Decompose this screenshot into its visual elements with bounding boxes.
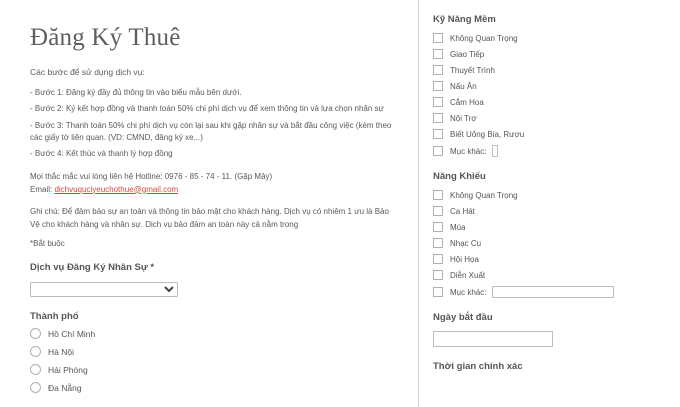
soft-skill-option-4[interactable] [433,97,658,107]
checkbox-icon[interactable] [433,33,443,43]
checkbox-icon[interactable] [433,113,443,123]
intro-text: Các bước để sử dụng dịch vụ: [30,67,145,77]
form-right-column [419,0,680,407]
hotline-text: Mọi thắc mắc vui lòng liên hệ Hotline: 0976 - 85 - 74 - 11. (Gặp Mây) [30,171,273,181]
soft-skill-label: Biết Uống Bia, Rượu [450,129,525,139]
checkbox-icon[interactable] [433,81,443,91]
talent-label: Nhạc Cụ [450,238,482,248]
email-line [30,184,396,197]
city-option-label: Hồ Chí Minh [48,328,96,339]
checkbox-icon[interactable] [433,146,443,156]
talent-other-label: Mục khác: [450,287,487,297]
city-label: Thành phố [30,311,79,323]
talent-label: Ca Hát [450,206,475,216]
checkbox-icon[interactable] [433,254,443,264]
checkbox-icon[interactable] [433,270,443,280]
city-option-label: Đa Nẵng [48,382,82,393]
soft-skill-other-input[interactable] [492,145,498,157]
city-option-haiphong[interactable] [30,364,396,375]
soft-skill-other-label: Mục khác: [450,146,487,156]
soft-skill-option-1[interactable] [433,49,658,59]
checkbox-icon[interactable] [433,238,443,248]
checkbox-icon[interactable] [433,97,443,107]
checkbox-icon[interactable] [433,206,443,216]
city-option-danang[interactable] [30,382,396,393]
start-date-label: Ngày bắt đầu [433,312,493,323]
required-note: *Bắt buộc [30,239,65,249]
checkbox-icon[interactable] [433,287,443,297]
exact-time-section [433,361,658,372]
soft-skill-label: Giao Tiếp [450,49,485,59]
city-radio-group [30,328,396,393]
talent-title: Năng Khiếu [433,171,486,182]
service-label-text: Dịch vụ Đăng Ký Nhân Sự [30,262,148,274]
soft-skill-option-3[interactable] [433,81,658,91]
service-field [30,262,396,297]
email-link[interactable]: dichvuquciyeuchothue@gmail.com [54,184,179,194]
talent-option-5[interactable] [433,270,658,280]
talent-other-input[interactable] [492,286,614,298]
talent-label: Diễn Xuất [450,270,486,280]
steps-list [30,87,396,161]
soft-skill-option-6[interactable] [433,129,658,139]
soft-skill-label: Nội Trợ [450,113,477,123]
talent-label: Múa [450,222,466,232]
soft-skill-label: Nấu Ăn [450,81,477,91]
soft-skill-option-0[interactable] [433,33,658,43]
radio-icon[interactable] [30,364,41,375]
city-option-label: Hà Nội [48,346,74,357]
contact-block [30,171,396,197]
step-item: - Bước 2: Ký kết hợp đồng và thanh toán 50% chi phí dịch vụ để xem thông tin và lựa chọn nhân sự [30,104,384,114]
checkbox-icon[interactable] [433,129,443,139]
page-title: Đăng Ký Thuê [30,24,181,51]
radio-icon[interactable] [30,382,41,393]
checkbox-icon[interactable] [433,65,443,75]
soft-skill-option-2[interactable] [433,65,658,75]
city-option-hcm[interactable] [30,328,396,339]
soft-skill-label: Không Quan Trọng [450,33,518,43]
talent-option-4[interactable] [433,254,658,264]
exact-time-label: Thời gian chính xác [433,361,523,372]
talent-option-1[interactable] [433,206,658,216]
step-item: - Bước 3: Thanh toán 50% chi phí dịch vụ còn lại sau khi gặp nhân sự và bắt đầu công việc (kèm theo các giấy tờ liên quan. (VD: CMND, đăng ký xe...) [30,120,392,142]
city-option-label: Hải Phòng [48,364,88,375]
city-field [30,311,396,393]
city-option-hanoi[interactable] [30,346,396,357]
talent-option-3[interactable] [433,238,658,248]
email-label: Email: [30,184,55,194]
step-item: - Bước 4: Kết thúc và thanh lý hợp đồng [30,149,173,159]
talent-option-2[interactable] [433,222,658,232]
checkbox-icon[interactable] [433,49,443,59]
service-required-mark: * [150,262,155,274]
start-date-input[interactable] [433,331,553,347]
checkbox-icon[interactable] [433,190,443,200]
talent-other-row[interactable] [433,286,658,298]
soft-skill-option-5[interactable] [433,113,658,123]
soft-skills-title: Kỹ Năng Mềm [433,14,496,25]
radio-icon[interactable] [30,328,41,339]
service-label [30,262,396,273]
soft-skill-label: Thuyết Trình [450,65,495,75]
step-item: - Bước 1: Đăng ký đầy đủ thông tin vào biểu mẫu bên dưới. [30,87,242,97]
talent-section [433,171,658,298]
soft-skills-section [433,14,658,157]
note-text: Ghi chú: Để đảm bảo sự an toàn và thông tin bảo mật cho khách hàng. Dịch vụ có nhiêm 1 ưu là Bảo Vệ cho khách hàng và nhân sự. Dịch vụ bảo đảm an toàn này cả nằm trong [30,207,389,229]
talent-option-0[interactable] [433,190,658,200]
soft-skill-label: Cắm Hoa [450,97,484,107]
radio-icon[interactable] [30,346,41,357]
service-select[interactable] [30,282,178,297]
checkbox-icon[interactable] [433,222,443,232]
soft-skill-other-row[interactable] [433,145,658,157]
talent-label: Không Quan Trọng [450,190,518,200]
talent-label: Hội Họa [450,254,479,264]
start-date-section [433,312,658,347]
